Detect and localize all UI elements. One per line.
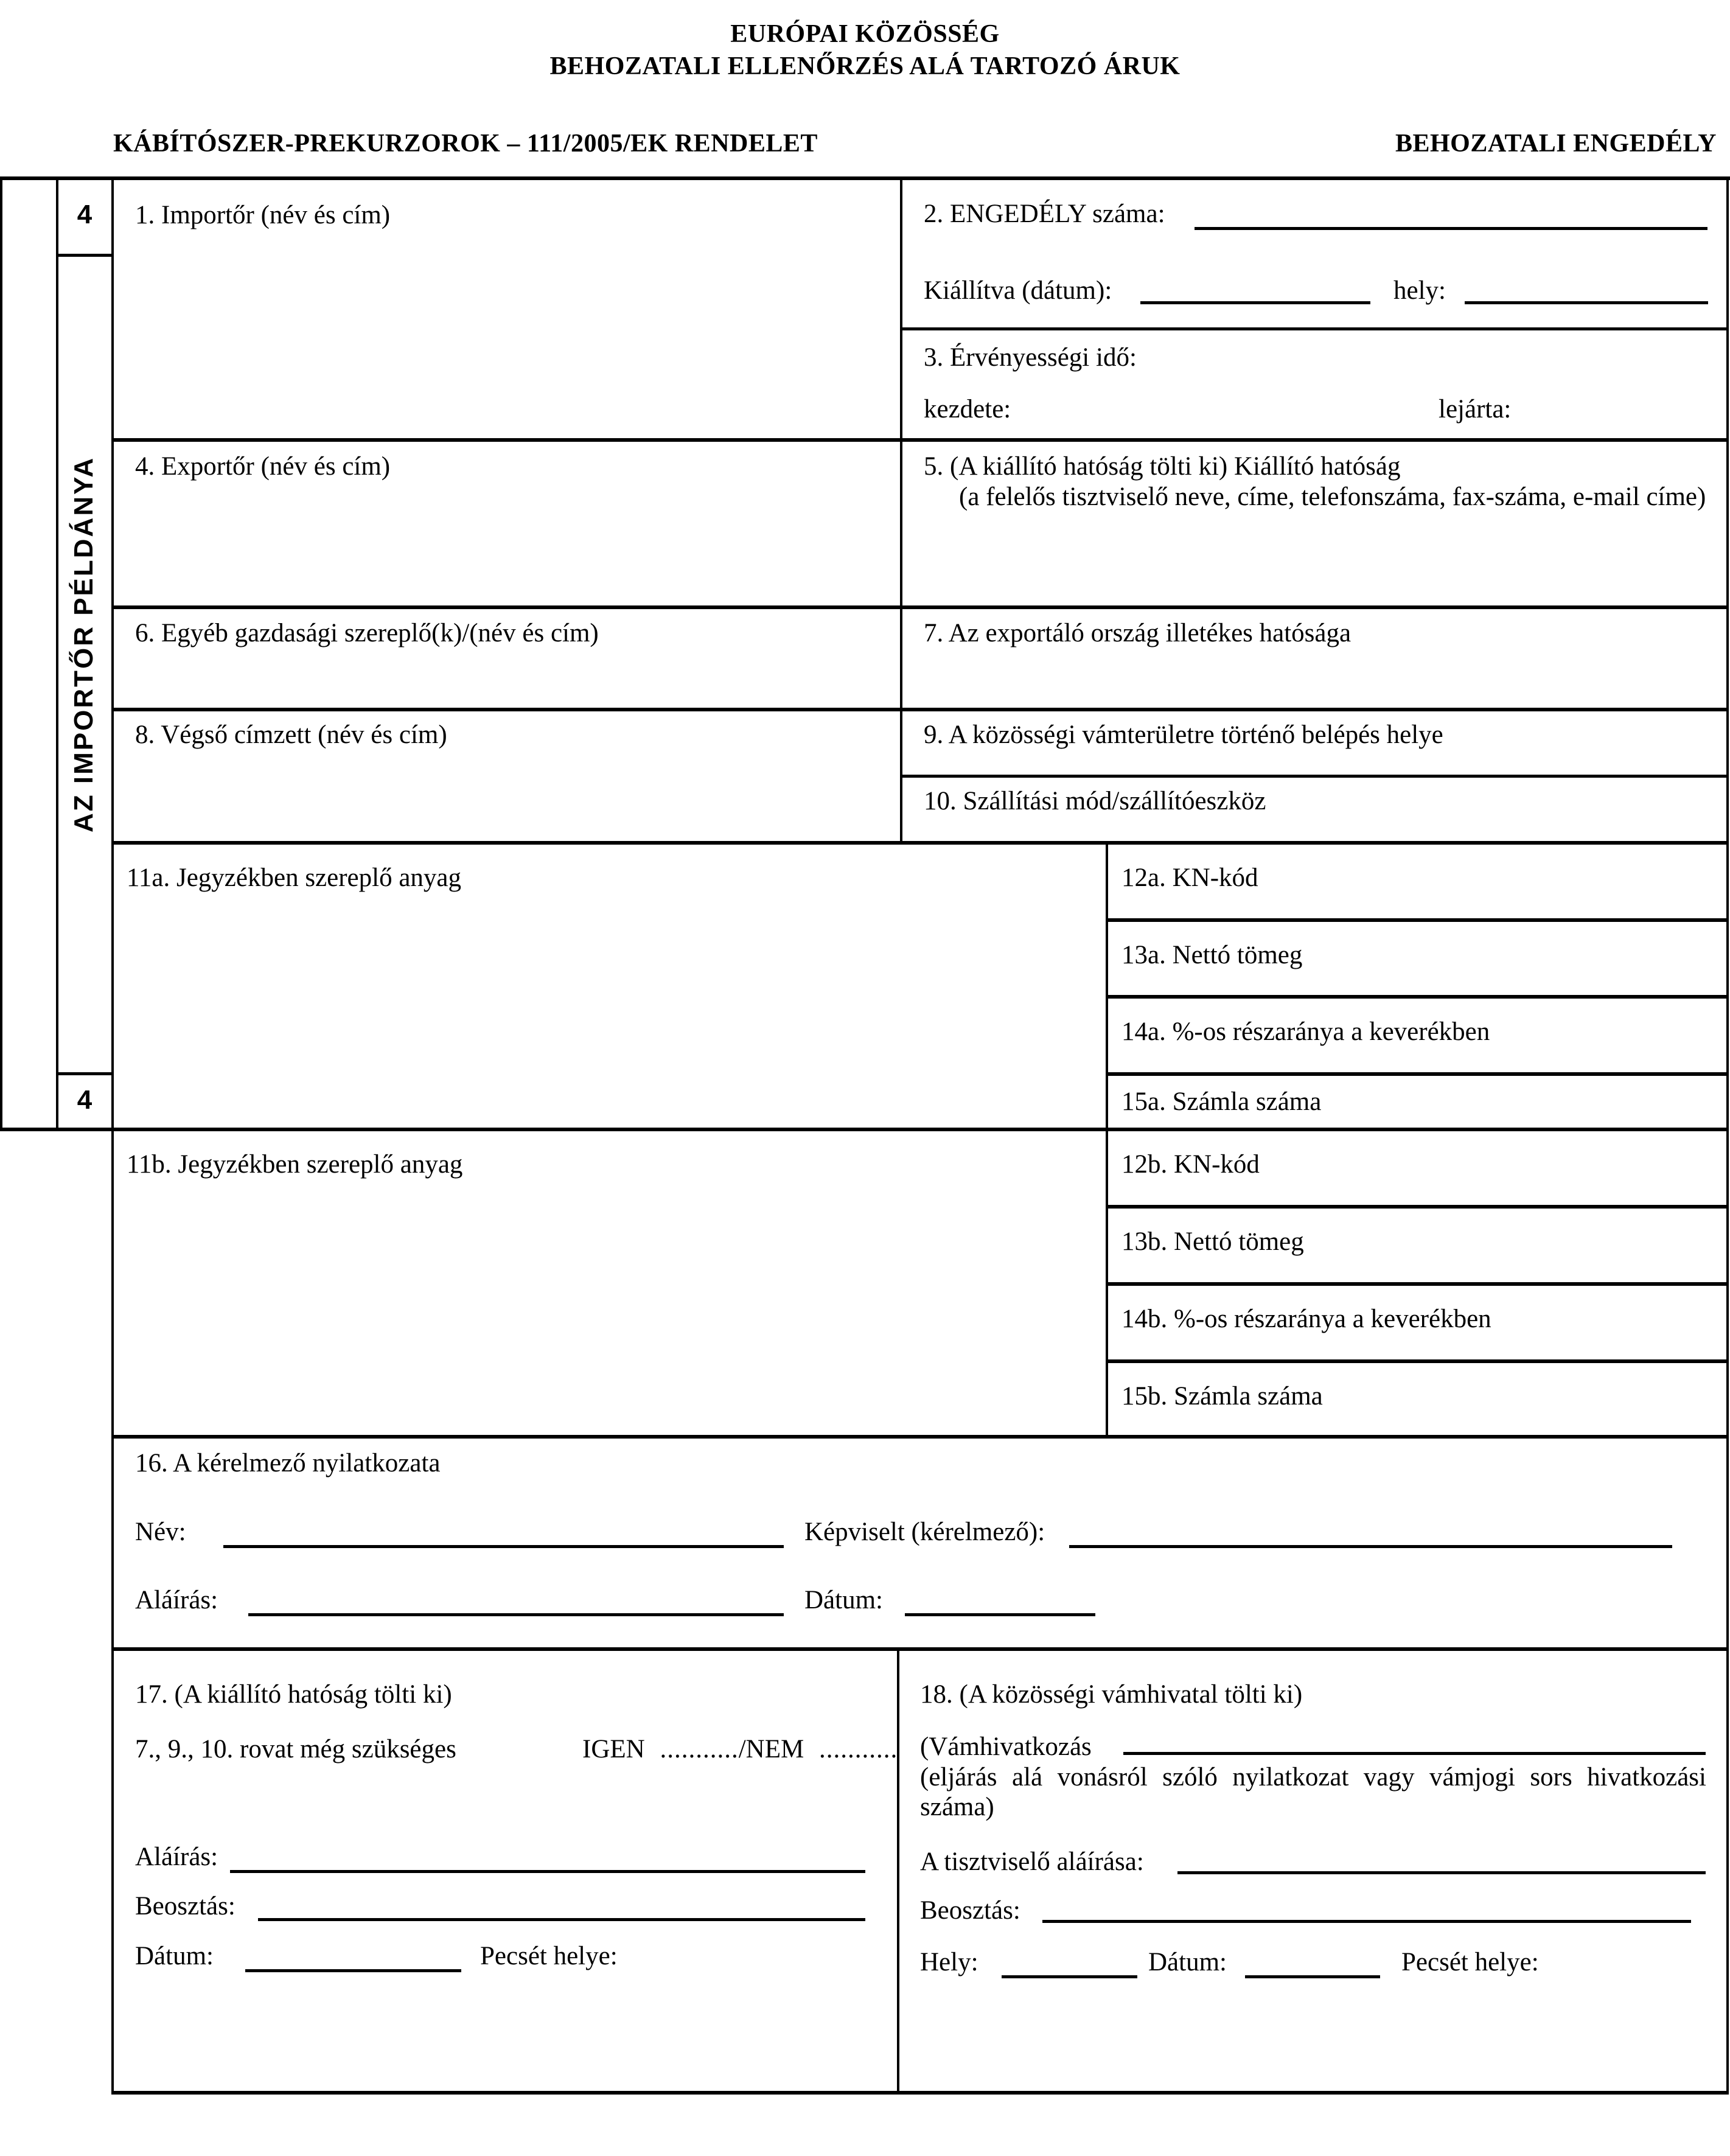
applicant-declaration-label: 16. A kérelmező nyilatkozata <box>135 1449 441 1477</box>
export-authority-label: 7. Az exportáló ország illetékes hatósága <box>924 619 1352 647</box>
validity-start-label[interactable]: kezdete: <box>924 395 1011 424</box>
issuing-authority-field[interactable] <box>902 442 1725 605</box>
authority-signature-input[interactable] <box>230 1870 865 1873</box>
official-position-label: Beosztás: <box>920 1896 1020 1925</box>
row-2-3-divider <box>900 327 1729 330</box>
applicant-name-label: Név: <box>135 1518 186 1546</box>
official-signature-input[interactable] <box>1177 1871 1706 1874</box>
authority-date-label: Dátum: <box>135 1942 214 1970</box>
customs-place-label: Hely: <box>920 1948 978 1976</box>
cn-code-a-label: 12a. KN-kód <box>1121 863 1258 892</box>
importer-field[interactable] <box>114 180 899 438</box>
licence-number-label: 2. ENGEDÉLY száma: <box>924 200 1165 228</box>
strip-inner-divider <box>56 176 58 1131</box>
represented-applicant-label: Képviselt (kérelmező): <box>804 1518 1045 1546</box>
scheduled-substance-a-label: 11a. Jegyzékben szereplő anyag <box>127 863 461 892</box>
no-dots[interactable]: ........... <box>818 1735 898 1764</box>
applicant-signature-label: Aláírás: <box>135 1586 218 1614</box>
other-operators-field[interactable] <box>114 609 899 706</box>
applicant-date-input[interactable] <box>905 1613 1095 1616</box>
authority-stamp-area[interactable] <box>480 1978 888 2087</box>
authority-position-label: Beosztás: <box>135 1892 235 1921</box>
final-consignee-label: 8. Végső címzett (név és cím) <box>135 720 447 749</box>
invoice-number-a-field[interactable] <box>1108 1076 1725 1128</box>
regulation-reference: KÁBÍTÓSZER-PREKURZOROK – 111/2005/EK RENDELET <box>113 130 818 158</box>
row-16-17-divider <box>111 1647 1729 1651</box>
net-mass-a-label: 13a. Nettó tömeg <box>1121 941 1303 969</box>
strip-bottom-border <box>0 1128 113 1131</box>
export-authority-field[interactable] <box>902 609 1725 706</box>
invoice-number-a-label: 15a. Számla száma <box>1121 1087 1322 1116</box>
yes-label: IGEN <box>582 1735 645 1764</box>
customs-reference-input[interactable] <box>1123 1752 1706 1755</box>
customs-reference-label: (Vámhivatkozás <box>920 1732 1092 1761</box>
strip-num-top-separator <box>56 254 113 257</box>
invoice-number-b-label: 15b. Számla száma <box>1121 1382 1323 1411</box>
issuing-authority-sublabel: (a felelős tisztviselő neve, címe, telefonszáma, fax-száma, e-mail címe) <box>959 483 1706 511</box>
yes-dots[interactable]: ........... <box>660 1735 739 1764</box>
authority-stamp-label: Pecsét helye: <box>480 1942 618 1970</box>
customs-date-input[interactable] <box>1245 1975 1380 1978</box>
official-signature-label: A tisztviselő aláírása: <box>920 1847 1144 1876</box>
copy-number-bottom: 4 <box>77 1085 92 1115</box>
issuing-authority-label: 5. (A kiállító hatóság tölti ki) Kiállító hatóság <box>924 452 1401 481</box>
cn-code-a-field[interactable] <box>1108 845 1725 918</box>
entry-point-field[interactable] <box>902 711 1725 775</box>
net-mass-b-label: 13b. Nettó tömeg <box>1121 1227 1304 1256</box>
exporter-field[interactable] <box>114 442 899 605</box>
customs-reference-note: (eljárás alá vonásról szóló nyilatkozat vagy vámjogi sors hivatkozási száma) <box>920 1763 1706 1822</box>
document-type: BEHOZATALI ENGEDÉLY <box>1395 130 1717 158</box>
issued-date-label: Kiállítva (dátum): <box>924 276 1112 305</box>
scheduled-substance-b-field[interactable] <box>114 1131 1104 1435</box>
strip-outer-left-border <box>0 176 2 1131</box>
licence-number-input[interactable] <box>1195 227 1707 230</box>
other-operators-label: 6. Egyéb gazdasági szereplő(k)/(név és cím) <box>135 619 599 647</box>
applicant-name-input[interactable] <box>223 1545 784 1548</box>
yes-no-separator: / <box>738 1735 746 1764</box>
customs-office-section-label: 18. (A közösségi vámhivatal tölti ki) <box>920 1680 1303 1709</box>
authority-date-input[interactable] <box>245 1969 461 1972</box>
entry-point-label: 9. A közösségi vámterületre történő belépés helye <box>924 720 1443 749</box>
copy-number-top: 4 <box>77 200 92 229</box>
applicant-signature-input[interactable] <box>248 1613 784 1616</box>
issued-date-input[interactable] <box>1140 301 1370 304</box>
percentage-a-label: 14a. %-os részaránya a keverékben <box>1121 1017 1490 1046</box>
transport-mode-field[interactable] <box>902 778 1725 841</box>
still-required-label: 7., 9., 10. rovat még szükséges <box>135 1735 456 1764</box>
validity-label: 3. Érvényességi idő: <box>924 343 1137 372</box>
issued-place-input[interactable] <box>1465 301 1708 304</box>
form-title-line2: BEHOZATALI ELLENŐRZÉS ALÁ TARTOZÓ ÁRUK <box>549 52 1181 80</box>
customs-date-label: Dátum: <box>1148 1948 1227 1976</box>
represented-applicant-input[interactable] <box>1069 1545 1672 1548</box>
scheduled-substance-a-field[interactable] <box>114 845 1104 1128</box>
exporter-label: 4. Exportőr (név és cím) <box>135 452 391 481</box>
authority-position-input[interactable] <box>258 1918 865 1921</box>
customs-stamp-area[interactable] <box>1401 1985 1718 2088</box>
final-consignee-field[interactable] <box>114 711 899 840</box>
copy-label: AZ IMPORTŐR PÉLDÁNYA <box>69 456 99 832</box>
form-title-line1: EURÓPAI KÖZÖSSÉG <box>730 20 1000 48</box>
net-mass-a-field[interactable] <box>1108 922 1725 995</box>
issued-place-label: hely: <box>1393 276 1446 305</box>
cn-code-b-label: 12b. KN-kód <box>1121 1150 1260 1179</box>
cn-code-b-field[interactable] <box>1108 1131 1725 1205</box>
issuing-authority-section-label: 17. (A kiállító hatóság tölti ki) <box>135 1680 452 1709</box>
scheduled-substance-b-label: 11b. Jegyzékben szereplő anyag <box>127 1150 463 1179</box>
applicant-date-label: Dátum: <box>804 1586 883 1614</box>
strip-num-bottom-separator <box>56 1072 113 1075</box>
official-position-input[interactable] <box>1042 1920 1691 1923</box>
percentage-a-field[interactable] <box>1108 999 1725 1072</box>
customs-place-input[interactable] <box>1002 1975 1137 1978</box>
customs-stamp-label: Pecsét helye: <box>1401 1948 1539 1976</box>
authority-signature-label: Aláírás: <box>135 1843 218 1871</box>
net-mass-b-field[interactable] <box>1108 1209 1725 1282</box>
lower-middle-divider <box>897 1647 899 2095</box>
border-bottom <box>111 2091 1729 2095</box>
border-right <box>1726 176 1729 2095</box>
yes-no-choice[interactable] <box>582 1734 898 1764</box>
no-label: NEM <box>745 1735 804 1764</box>
transport-mode-label: 10. Szállítási mód/szállítóeszköz <box>924 787 1266 815</box>
importer-label: 1. Importőr (név és cím) <box>135 201 391 229</box>
invoice-number-b-field[interactable] <box>1108 1363 1725 1435</box>
percentage-b-label: 14b. %-os részaránya a keverékben <box>1121 1305 1491 1333</box>
percentage-b-field[interactable] <box>1108 1286 1725 1359</box>
row-15b-16-divider <box>111 1435 1729 1439</box>
validity-end-label[interactable]: lejárta: <box>1439 395 1512 424</box>
